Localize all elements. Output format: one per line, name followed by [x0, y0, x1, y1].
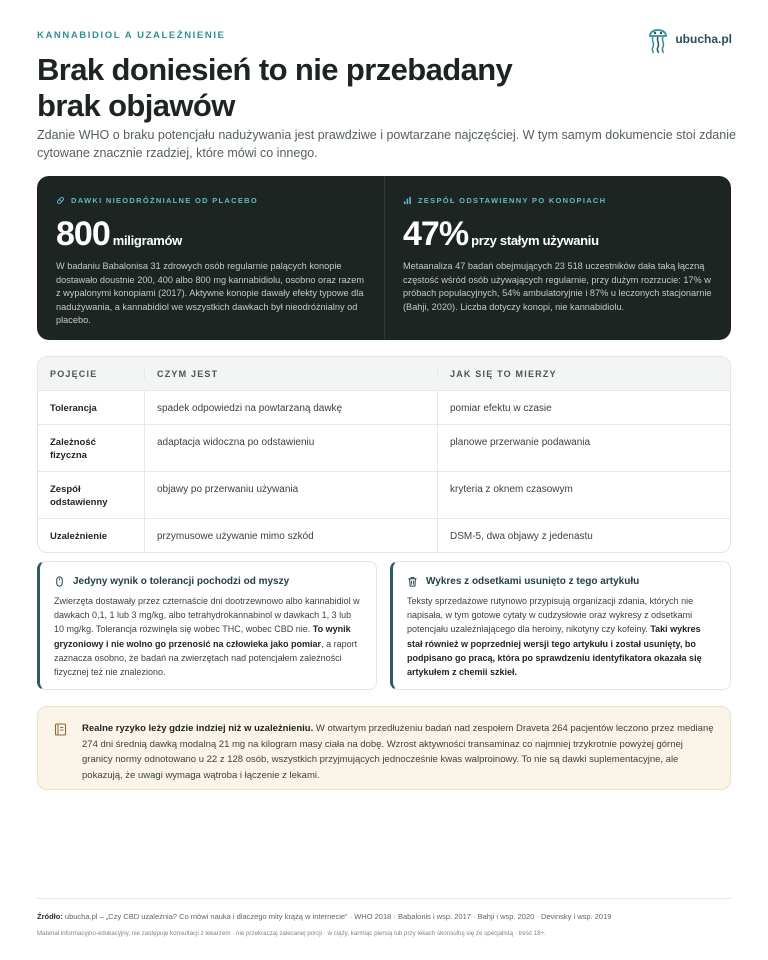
stat-withdrawal [384, 176, 731, 340]
mouse-icon [54, 576, 65, 587]
card-body: Teksty sprzedażowe rutynowo przypisują organizacji zdania, których nie napisała, w tym gotowe cytaty w cudzysłowie oraz wykresy z odsetkami potencjału uzależniającego dla heroiny, nikotyny czy kofeiny. Taki wykres stał również w poprzedniej wersji tego artykułu i został usunięty, bo podpisano go pracą, która po sprawdzeniu identyfikatora okazała się artykułem z chemii szkieł. [407, 596, 702, 678]
pill-icon [56, 196, 65, 205]
logo-text: ubucha.pl [675, 32, 732, 46]
stat-description: Metaanaliza 47 badań obejmujących 23 518 uczestników dała taką łączną częstość wśród osób używających regularnie, przy dużym rozrzucie: 17% w próbach populacyjnych, 54% ambulatoryjnie i 87% u leczonych stacjonarnie (Bahji, 2020). Liczba dotyczy konopi, nie kannabidiolu. [403, 261, 712, 312]
stat-label-text: DAWKI NIEODRÓŻNIALNE OD PLACEBO [71, 195, 258, 205]
stat-value: 47% [403, 215, 469, 253]
table-row [38, 518, 730, 552]
stat-label [403, 194, 713, 206]
table-cell-measure: kryteria z oknem czasowym [450, 484, 573, 495]
note-text: Realne ryzyko leży gdzie indziej niż w uzależnieniu. W otwartym przedłużeniu badań nad zespołem Draveta 264 pacjentów leczono przez medianę 274 dni średnią dawką modalną 21 mg na kilogram masy ciała na dobę. Wzrost aktywności transaminaz co najmniej trzykrotnie powyżej górnej granicy normy odnotowano u 22 z 128 osób, wszystkich przyjmujących jednocześnie kwas walproinowy. To nie są dawki suplementacyjne, ale pokazują, że uwagi wymaga wątroba i łączenie z lekami. [82, 723, 714, 781]
disclaimer: Materiał informacyjno-edukacyjny, nie zastępuje konsultacji z lekarzem · nie przekraczaj zalecanej porcji · w ciąży, karmiąc piersią lub przy lekach skonsultuj się ze specjalistą · treść 18+. [37, 930, 546, 937]
notebook-icon [54, 723, 67, 736]
table-header-row [38, 357, 730, 390]
column-header: POJĘCIE [38, 369, 145, 379]
lead-paragraph: Zdanie WHO o braku potencjału nadużywania jest prawdziwe i powtarzane najczęściej. W tym samym dokumencie stoi zdanie cytowane znacznie rzadziej, które mówi co innego. [37, 128, 736, 160]
table-cell-definition: adaptacja widoczna po odstawieniu [145, 425, 438, 471]
table-row [38, 471, 730, 518]
table-cell-measure: DSM-5, dwa objawy z jedenastu [450, 531, 593, 542]
stat-placebo [37, 176, 384, 340]
table-cell-measure: planowe przerwanie podawania [450, 437, 591, 448]
card-title [407, 573, 716, 589]
table-cell-term: Uzależnienie [38, 519, 145, 552]
stat-unit: miligramów [112, 233, 182, 248]
stat-value: 800 [56, 215, 110, 253]
stat-label-text: ZESPÓŁ ODSTAWIENNY PO KONOPIACH [418, 195, 607, 205]
column-header: CZYM JEST [145, 369, 438, 379]
card-body: Zwierzęta dostawały przez czternaście dni dootrzewnowo albo kannabidiol w dawkach 0,1, 1 lub 3 mg/kg, albo tetrahydrokannabinol w dawkach 1, 3 lub 10 mg/kg. Tolerancja rozwinęła się wobec THC, wobec CBD nie. To wynik gryzoniowy i nie wolno go przenosić na człowieka jako pomiar, a raport zaznacza osobno, że badań na zwierzętach nad potencjałem zależności fizycznej też nie znaleziono. [54, 596, 360, 678]
card-title-text: Jedyny wynik o tolerancji pochodzi od myszy [73, 575, 290, 587]
stats-panel [37, 176, 731, 340]
table-cell-definition: przymusowe używanie mimo szkód [145, 519, 438, 552]
stat-unit: przy stałym używaniu [471, 233, 599, 248]
table-cell-definition: spadek odpowiedzi na powtarzaną dawkę [145, 391, 438, 424]
table-cell-definition: objawy po przerwaniu używania [145, 472, 438, 518]
table-cell-term: Zespół odstawienny [38, 472, 145, 518]
stat-label [56, 194, 366, 206]
table-cell-measure: pomiar efektu w czasie [450, 403, 552, 414]
card-title-text: Wykres z odsetkami usunięto z tego artykułu [426, 575, 640, 587]
source-line: Źródło: ubucha.pl – „Czy CBD uzależnia? Co mówi nauka i dlaczego mity krążą w internecie” · WHO 2018 · Babalonis i wsp. 2017 · Bahji i wsp. 2020 · Devinsky i wsp. 2019 [37, 912, 612, 921]
logo[interactable] [647, 24, 732, 54]
trash-icon [407, 576, 418, 587]
mouse-tolerance-card [37, 561, 377, 690]
table-row [38, 424, 730, 471]
page-title: Brak doniesień to nie przebadany brak objawów [37, 52, 513, 123]
footer-divider [37, 898, 731, 899]
table-cell-term: Tolerancja [38, 391, 145, 424]
jellyfish-icon [647, 24, 669, 54]
concepts-table [37, 356, 731, 553]
removed-chart-card [390, 561, 731, 690]
table-row [38, 390, 730, 424]
kicker: KANNABIDIOL A UZALEŻNIENIE [37, 30, 226, 41]
risk-note [37, 706, 731, 790]
column-header: JAK SIĘ TO MIERZY [450, 368, 557, 379]
bar-chart-icon [403, 196, 412, 205]
card-title [54, 573, 362, 589]
stat-description: W badaniu Babalonisa 31 zdrowych osób regularnie palących konopie dostawało doustnie 200, 400 albo 800 mg kannabidiolu, osobno oraz razem z wypalonymi konopiami (2017). Aktywne konopie dawały efekty typowe dla nadużywania, a kannabidiol we wszystkich dawkach był nieodróżnialny od placebo. [56, 261, 364, 326]
table-cell-term: Zależność fizyczna [38, 425, 145, 471]
